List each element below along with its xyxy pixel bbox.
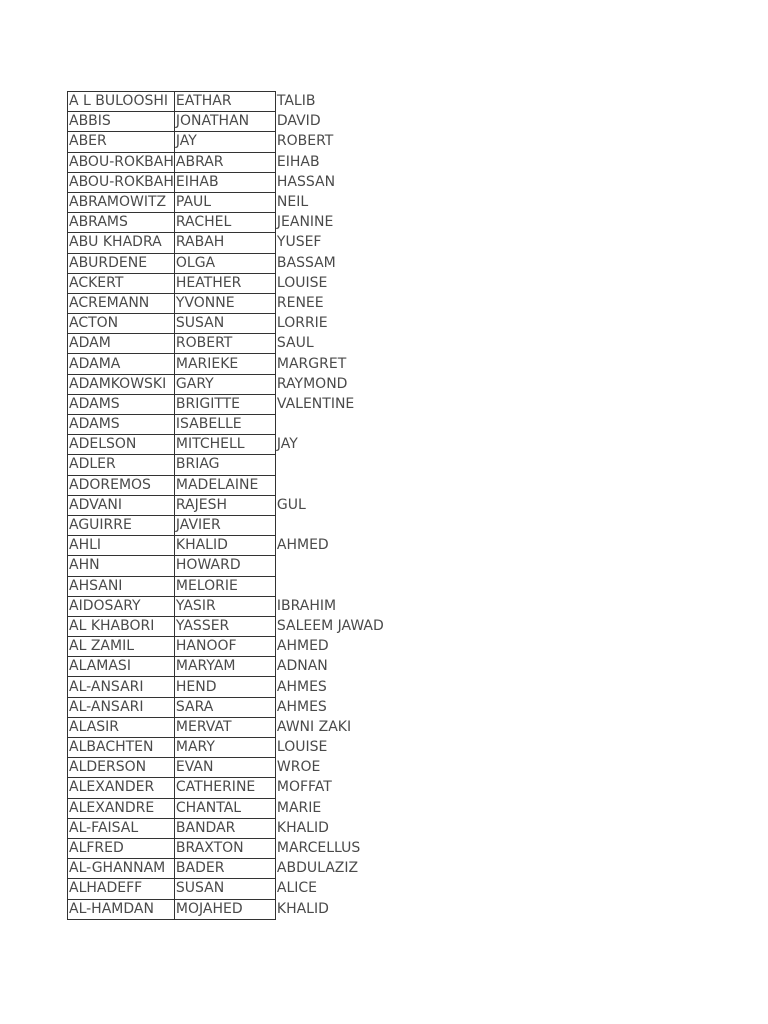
last-name-cell: AL-FAISAL [68, 818, 175, 838]
table-row [68, 616, 408, 636]
last-name-cell: ALFRED [68, 838, 175, 858]
middle-name-cell: LORRIE [276, 315, 328, 332]
middle-name-cell: AHMED [276, 638, 329, 655]
table-row [68, 859, 408, 879]
middle-name-cell: KHALID [276, 900, 329, 917]
last-name-cell: ALEXANDER [68, 778, 175, 798]
middle-name-cell: JEANINE [276, 214, 334, 231]
table-row [68, 213, 408, 233]
middle-name-cell: DAVID [276, 113, 321, 130]
first-name-cell: PAUL [174, 192, 275, 212]
table-row [68, 838, 408, 858]
table-row [68, 354, 408, 374]
first-name-cell: MARY [174, 738, 275, 758]
middle-name-cell: BASSAM [276, 254, 336, 271]
table-row [68, 717, 408, 737]
last-name-cell: ADAMA [68, 354, 175, 374]
middle-name-cell [275, 475, 407, 495]
table-row [68, 112, 408, 132]
first-name-cell: MOJAHED [174, 899, 275, 919]
last-name-cell: ABURDENE [68, 253, 175, 273]
first-name-cell: EVAN [174, 758, 275, 778]
table-row [68, 697, 408, 717]
name-table [67, 91, 408, 920]
table-row [68, 192, 408, 212]
first-name-cell: EIHAB [174, 172, 275, 192]
middle-name-cell: AWNI ZAKI [276, 718, 352, 735]
table-row [68, 455, 408, 475]
last-name-cell: ALASIR [68, 717, 175, 737]
first-name-cell: OLGA [174, 253, 275, 273]
first-name-cell: SUSAN [174, 879, 275, 899]
middle-name-cell [275, 415, 407, 435]
middle-name-cell: SALEEM JAWAD [276, 617, 384, 634]
middle-name-cell: VALENTINE [276, 395, 355, 412]
table-row [68, 879, 408, 899]
last-name-cell: ADOREMOS [68, 475, 175, 495]
last-name-cell: ABRAMOWITZ [68, 192, 175, 212]
middle-name-cell: ALICE [276, 880, 318, 897]
first-name-cell: ABRAR [174, 152, 275, 172]
table-row [68, 334, 408, 354]
first-name-cell: HEATHER [174, 273, 275, 293]
last-name-cell: AL KHABORI [68, 616, 175, 636]
table-row [68, 677, 408, 697]
last-name-cell: ALAMASI [68, 657, 175, 677]
middle-name-cell [275, 556, 407, 576]
table-row [68, 475, 408, 495]
table-row [68, 738, 408, 758]
middle-name-cell: AHMES [276, 698, 327, 715]
middle-name-cell [275, 455, 407, 475]
last-name-cell: ABER [68, 132, 175, 152]
last-name-cell: ADAMKOWSKI [68, 374, 175, 394]
table-row [68, 798, 408, 818]
first-name-cell: ROBERT [174, 334, 275, 354]
table-row [68, 899, 408, 919]
last-name-cell: AL-GHANNAM [68, 859, 175, 879]
first-name-cell: BANDAR [174, 818, 275, 838]
table-row [68, 758, 408, 778]
last-name-cell: ADLER [68, 455, 175, 475]
first-name-cell: BRAXTON [174, 838, 275, 858]
table-row [68, 253, 408, 273]
middle-name-cell: YUSEF [276, 234, 322, 251]
middle-name-cell: GUL [276, 496, 306, 513]
middle-name-cell: MOFFAT [276, 779, 332, 796]
first-name-cell: RACHEL [174, 213, 275, 233]
first-name-cell: JONATHAN [174, 112, 275, 132]
middle-name-cell: JAY [276, 436, 298, 453]
first-name-cell: SARA [174, 697, 275, 717]
last-name-cell: ADAMS [68, 394, 175, 414]
last-name-cell: ADELSON [68, 435, 175, 455]
first-name-cell: MARYAM [174, 657, 275, 677]
table-row [68, 435, 408, 455]
middle-name-cell: LOUISE [276, 274, 328, 291]
first-name-cell: MADELAINE [174, 475, 275, 495]
table-row [68, 536, 408, 556]
middle-name-cell [275, 515, 407, 535]
first-name-cell: GARY [174, 374, 275, 394]
last-name-cell: ABBIS [68, 112, 175, 132]
last-name-cell: AIDOSARY [68, 596, 175, 616]
table-row [68, 637, 408, 657]
middle-name-cell: ROBERT [276, 133, 334, 150]
table-row [68, 233, 408, 253]
last-name-cell: AHN [68, 556, 175, 576]
last-name-cell: ACREMANN [68, 293, 175, 313]
first-name-cell: CHANTAL [174, 798, 275, 818]
last-name-cell: ACTON [68, 314, 175, 334]
table-row [68, 515, 408, 535]
table-row [68, 415, 408, 435]
first-name-cell: MITCHELL [174, 435, 275, 455]
first-name-cell: HANOOF [174, 637, 275, 657]
table-row [68, 394, 408, 414]
middle-name-cell: RAYMOND [276, 375, 348, 392]
last-name-cell: AL-ANSARI [68, 697, 175, 717]
table-row [68, 92, 408, 112]
last-name-cell: ALEXANDRE [68, 798, 175, 818]
last-name-cell: AHLI [68, 536, 175, 556]
middle-name-cell [275, 576, 407, 596]
first-name-cell: HEND [174, 677, 275, 697]
first-name-cell: MELORIE [174, 576, 275, 596]
middle-name-cell: ADNAN [276, 658, 328, 675]
table-row [68, 273, 408, 293]
middle-name-cell: NEIL [276, 194, 309, 211]
name-table-body [68, 92, 408, 920]
first-name-cell: BRIAG [174, 455, 275, 475]
last-name-cell: ADAM [68, 334, 175, 354]
last-name-cell: A L BULOOSHI [68, 92, 175, 112]
last-name-cell: AHSANI [68, 576, 175, 596]
table-row [68, 596, 408, 616]
first-name-cell: YASSER [174, 616, 275, 636]
table-row [68, 818, 408, 838]
middle-name-cell: IBRAHIM [276, 597, 337, 614]
middle-name-cell: SAUL [276, 335, 314, 352]
last-name-cell: ALBACHTEN [68, 738, 175, 758]
last-name-cell: AGUIRRE [68, 515, 175, 535]
last-name-cell: ADVANI [68, 495, 175, 515]
first-name-cell: MARIEKE [174, 354, 275, 374]
middle-name-cell: EIHAB [276, 153, 320, 170]
table-row [68, 314, 408, 334]
first-name-cell: MERVAT [174, 717, 275, 737]
middle-name-cell: WROE [276, 759, 321, 776]
table-row [68, 495, 408, 515]
first-name-cell: SUSAN [174, 314, 275, 334]
first-name-cell: BADER [174, 859, 275, 879]
middle-name-cell: RENEE [276, 294, 324, 311]
last-name-cell: ABOU-ROKBAH [68, 152, 175, 172]
last-name-cell: AL ZAMIL [68, 637, 175, 657]
first-name-cell: BRIGITTE [174, 394, 275, 414]
table-row [68, 172, 408, 192]
middle-name-cell: HASSAN [276, 173, 336, 190]
first-name-cell: ISABELLE [174, 415, 275, 435]
last-name-cell: ALDERSON [68, 758, 175, 778]
middle-name-cell: LOUISE [276, 739, 328, 756]
middle-name-cell: AHMES [276, 678, 327, 695]
middle-name-cell: TALIB [276, 93, 316, 110]
last-name-cell: AL-HAMDAN [68, 899, 175, 919]
middle-name-cell: AHMED [276, 537, 329, 554]
middle-name-cell: ABDULAZIZ [276, 860, 359, 877]
last-name-cell: ALHADEFF [68, 879, 175, 899]
table-row [68, 132, 408, 152]
last-name-cell: ACKERT [68, 273, 175, 293]
table-row [68, 293, 408, 313]
middle-name-cell: MARGRET [276, 355, 347, 372]
middle-name-cell: KHALID [276, 819, 329, 836]
table-row [68, 657, 408, 677]
last-name-cell: ABOU-ROKBAH [68, 172, 175, 192]
last-name-cell: ABU KHADRA [68, 233, 175, 253]
first-name-cell: YVONNE [174, 293, 275, 313]
first-name-cell: EATHAR [174, 92, 275, 112]
first-name-cell: RAJESH [174, 495, 275, 515]
last-name-cell: ABRAMS [68, 213, 175, 233]
table-row [68, 778, 408, 798]
first-name-cell: JAY [174, 132, 275, 152]
table-row [68, 374, 408, 394]
middle-name-cell: MARCELLUS [276, 840, 361, 857]
middle-name-cell: MARIE [276, 799, 322, 816]
table-row [68, 576, 408, 596]
first-name-cell: KHALID [174, 536, 275, 556]
table-row [68, 152, 408, 172]
first-name-cell: HOWARD [174, 556, 275, 576]
first-name-cell: YASIR [174, 596, 275, 616]
last-name-cell: AL-ANSARI [68, 677, 175, 697]
table-row [68, 556, 408, 576]
last-name-cell: ADAMS [68, 415, 175, 435]
first-name-cell: RABAH [174, 233, 275, 253]
first-name-cell: JAVIER [174, 515, 275, 535]
first-name-cell: CATHERINE [174, 778, 275, 798]
